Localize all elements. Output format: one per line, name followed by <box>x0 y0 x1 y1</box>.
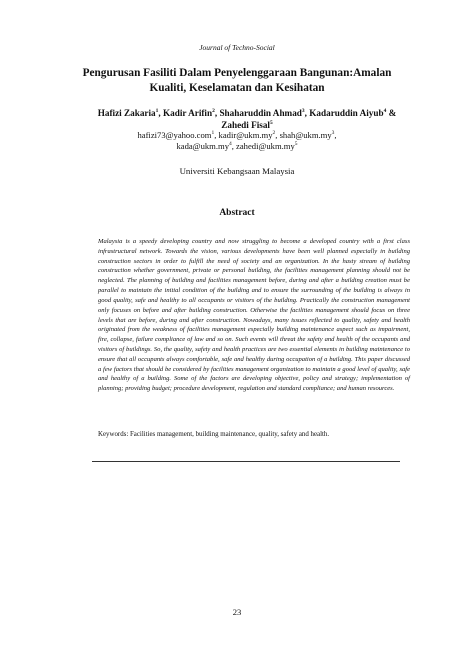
email-link[interactable]: kadir@ukm.my <box>218 130 273 140</box>
abstract-text: Malaysia is a speedy developing country and now struggling to become a developed country with a first class infrastructural network. Towards the vision, various developments have been well planned especially in building construction sectors in order to fulfill the need of society and an organization. In the hasty stream of building construction whether government, private or personal building, the facilities management planning should not be neglected. The planning of building and facilities management before, during and after a building creation must be parallel to maintain the initial condition of the building and to ensure the surrounding of the building is always in good quality, safe and healthy to all occupants or visitors of the building. Practically the construction management only focuses on before and after building construction. Otherwise the facilities management should focus on three levels that are before, during and after construction. Nowadays, many issues reflected to quality, safety and health originated from the weakness of facilities management especially building maintenance aspect such as impairment, fire, collapse, failure compliance of law and so on. Such events will threat the safety and health of the occupants and visitors of buildings. So, the quality, safety and health practices are two essential elements in building maintenance to ensure that all occupants always comfortable, safe and healthy during occupation of a building. This paper discussed a few factors that should be considered by facilities management organization to maintain a good level of quality, safe and healthy of a building. Some of the factors are developing objective, policy and strategy; implementation of planning; providing budget; procedure development, regulation and standard compliance; and human resources. <box>98 238 410 393</box>
journal-header: Journal of Techno-Social <box>199 43 275 52</box>
paper-title: Pengurusan Fasiliti Dalam Penyelenggaraan Bangunan:Amalan Kualiti, Keselamatan dan Kesihatan <box>82 67 392 95</box>
author-list: Hafizi Zakaria$^1$, Kadir Arifin$^2$, Shaharuddin Ahmad$^3$, Kadaruddin Aiyub$^4$ & Zahedi Fisal$^5$ <box>97 108 397 131</box>
email-link[interactable]: zahedi@ukm.my <box>236 141 295 152</box>
author-name: Shaharuddin Ahmad <box>219 108 302 119</box>
email-index: 1 <box>211 130 215 137</box>
author-index: 2 <box>212 108 215 114</box>
email-index: 4 <box>229 141 232 148</box>
email-index: 5 <box>294 141 298 148</box>
author-name: Kadaruddin Aiyub <box>309 108 384 119</box>
author-emails: hafizi73@yahoo.com$^1$, $kadir@ukm.my^2$, $shah@ukm.my^3$, $kada@ukm.my^4$, $zahedi@ukm.my^5$ <box>137 130 337 152</box>
author-index: 3 <box>301 108 305 114</box>
page-number: 23 <box>232 607 242 617</box>
affiliation: Universiti Kebangsaan Malaysia <box>179 166 295 176</box>
email-link[interactable]: kada@ukm.my <box>176 141 229 152</box>
author-index: 4 <box>383 108 387 114</box>
author-name: Kadir Arifin <box>163 108 213 119</box>
author-name: Hafizi Zakaria <box>97 108 156 119</box>
divider-line <box>92 461 400 462</box>
author-name: Zahedi Fisal <box>221 120 270 131</box>
author-index: 1 <box>155 108 159 114</box>
email-index: 3 <box>331 130 335 137</box>
abstract-heading: Abstract <box>219 208 255 218</box>
email-index: 2 <box>272 130 276 137</box>
keywords: Keywords: Facilities management, building maintenance, quality, safety and health. <box>98 431 330 438</box>
email-link[interactable]: hafizi73@yahoo.com <box>137 130 212 140</box>
email-link[interactable]: shah@ukm.my <box>279 130 332 140</box>
author-index: 5 <box>270 120 273 127</box>
